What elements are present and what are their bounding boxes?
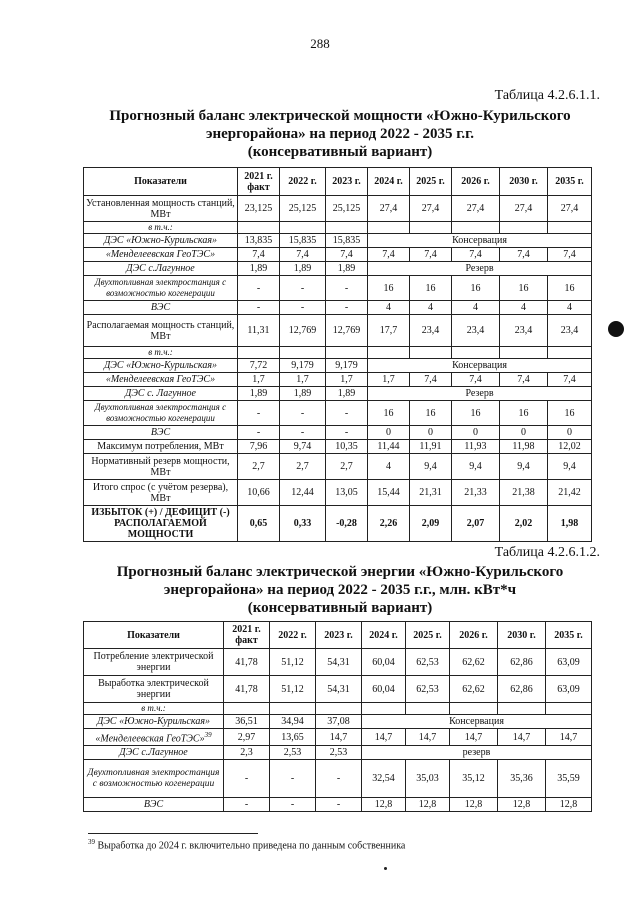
value-cell: 12,8 xyxy=(546,798,592,812)
merged-status-cell: резерв xyxy=(362,746,592,760)
value-cell: - xyxy=(326,401,368,426)
value-cell: 4 xyxy=(452,301,500,315)
value-cell: - xyxy=(280,276,326,301)
value-cell: 2,26 xyxy=(368,506,410,542)
empty-cell xyxy=(452,222,500,234)
value-cell: 17,7 xyxy=(368,315,410,347)
value-cell: - xyxy=(326,301,368,315)
empty-cell xyxy=(368,222,410,234)
value-cell: 7,4 xyxy=(326,248,368,262)
footnote-text: Выработка до 2024 г. включительно приведена по данным собственника xyxy=(97,840,406,852)
header-cell: 2024 г. xyxy=(362,622,406,649)
table-row xyxy=(84,347,592,359)
row-label: «Менделеевская ГеоТЭС» xyxy=(84,248,238,262)
value-cell: 16 xyxy=(410,401,452,426)
value-cell: 12,02 xyxy=(548,440,592,454)
empty-cell xyxy=(238,347,280,359)
footnote-ref: 39 xyxy=(204,731,212,739)
table-row xyxy=(84,676,592,703)
value-cell: 9,4 xyxy=(548,454,592,480)
table2-title-line: (консервативный вариант) xyxy=(247,600,433,616)
value-cell: 16 xyxy=(368,276,410,301)
value-cell: 16 xyxy=(548,401,592,426)
value-cell: 7,96 xyxy=(238,440,280,454)
table-row xyxy=(84,196,592,222)
value-cell: - xyxy=(270,798,316,812)
table-row xyxy=(84,301,592,315)
value-cell: 9,74 xyxy=(280,440,326,454)
empty-cell xyxy=(500,222,548,234)
value-cell: - xyxy=(316,798,362,812)
value-cell: 16 xyxy=(452,401,500,426)
value-cell: 4 xyxy=(368,454,410,480)
row-label: Располагаемая мощность станций, МВт xyxy=(84,315,238,347)
value-cell: 32,54 xyxy=(362,760,406,798)
row-label: «Менделеевская ГеоТЭС» xyxy=(84,373,238,387)
header-cell: 2021 г. факт xyxy=(238,168,280,196)
empty-cell xyxy=(452,347,500,359)
value-cell: 41,78 xyxy=(224,676,270,703)
value-cell: 1,7 xyxy=(368,373,410,387)
power-balance-table xyxy=(83,167,592,542)
empty-cell xyxy=(270,703,316,715)
value-cell: 2,3 xyxy=(224,746,270,760)
value-cell: 27,4 xyxy=(452,196,500,222)
value-cell: 1,89 xyxy=(326,262,368,276)
empty-cell xyxy=(548,347,592,359)
value-cell: 0 xyxy=(452,426,500,440)
header-cell: 2023 г. xyxy=(316,622,362,649)
value-cell: 7,4 xyxy=(368,248,410,262)
value-cell: 0 xyxy=(548,426,592,440)
value-cell: 15,44 xyxy=(368,480,410,506)
value-cell: 2,53 xyxy=(316,746,362,760)
value-cell: 9,179 xyxy=(326,359,368,373)
row-label: Двухтопливная электростанция с возможностью когенерации xyxy=(84,760,224,798)
table-row xyxy=(84,440,592,454)
value-cell: 13,835 xyxy=(238,234,280,248)
value-cell: 7,4 xyxy=(238,248,280,262)
value-cell: 12,44 xyxy=(280,480,326,506)
value-cell: 2,53 xyxy=(270,746,316,760)
row-label: ДЭС «Южно-Курильская» xyxy=(84,234,238,248)
value-cell: -0,28 xyxy=(326,506,368,542)
table-row xyxy=(84,506,592,542)
value-cell: 1,89 xyxy=(326,387,368,401)
value-cell: 1,98 xyxy=(548,506,592,542)
header-cell: 2023 г. xyxy=(326,168,368,196)
empty-cell xyxy=(500,347,548,359)
table-row xyxy=(84,426,592,440)
empty-cell xyxy=(316,703,362,715)
value-cell: 11,31 xyxy=(238,315,280,347)
row-label: ВЭС xyxy=(84,301,238,315)
table-row xyxy=(84,480,592,506)
table-row xyxy=(84,729,592,746)
table-row xyxy=(84,746,592,760)
value-cell: 2,02 xyxy=(500,506,548,542)
value-cell: 2,7 xyxy=(326,454,368,480)
row-label: Потребление электрической энергии xyxy=(84,649,224,676)
value-cell: 23,4 xyxy=(500,315,548,347)
value-cell: 14,7 xyxy=(498,729,546,746)
value-cell: 35,12 xyxy=(450,760,498,798)
value-cell: 41,78 xyxy=(224,649,270,676)
row-label: в т.ч.: xyxy=(84,347,238,359)
value-cell: 7,4 xyxy=(410,373,452,387)
empty-cell xyxy=(410,222,452,234)
value-cell: 1,7 xyxy=(280,373,326,387)
value-cell: 12,8 xyxy=(498,798,546,812)
empty-cell xyxy=(280,222,326,234)
value-cell: 15,835 xyxy=(280,234,326,248)
value-cell: 7,4 xyxy=(452,373,500,387)
value-cell: 10,35 xyxy=(326,440,368,454)
value-cell: 16 xyxy=(500,276,548,301)
table1-title-line: (консервативный вариант) xyxy=(247,144,433,160)
value-cell: 2,7 xyxy=(238,454,280,480)
value-cell: 7,4 xyxy=(500,373,548,387)
header-cell: 2035 г. xyxy=(548,168,592,196)
empty-cell xyxy=(238,222,280,234)
value-cell: 25,125 xyxy=(326,196,368,222)
value-cell: 7,4 xyxy=(500,248,548,262)
empty-cell xyxy=(326,347,368,359)
header-cell: 2022 г. xyxy=(280,168,326,196)
header-cell: 2030 г. xyxy=(498,622,546,649)
table1-caption: Таблица 4.2.6.1.1. xyxy=(494,88,600,103)
value-cell: 21,42 xyxy=(548,480,592,506)
table-row xyxy=(84,649,592,676)
table-row xyxy=(84,359,592,373)
value-cell: 27,4 xyxy=(548,196,592,222)
value-cell: 7,4 xyxy=(452,248,500,262)
value-cell: 14,7 xyxy=(546,729,592,746)
value-cell: 21,38 xyxy=(500,480,548,506)
header-cell: 2026 г. xyxy=(450,622,498,649)
page-number: 288 xyxy=(310,36,330,51)
value-cell: 13,05 xyxy=(326,480,368,506)
value-cell: 37,08 xyxy=(316,715,362,729)
value-cell: 0 xyxy=(368,426,410,440)
value-cell: 7,72 xyxy=(238,359,280,373)
energy-balance-table xyxy=(83,621,592,812)
table-row xyxy=(84,315,592,347)
table-row xyxy=(84,760,592,798)
value-cell: 27,4 xyxy=(500,196,548,222)
value-cell: 0,65 xyxy=(238,506,280,542)
value-cell: - xyxy=(224,798,270,812)
empty-cell xyxy=(326,222,368,234)
value-cell: - xyxy=(280,301,326,315)
value-cell: 63,09 xyxy=(546,676,592,703)
value-cell: 35,36 xyxy=(498,760,546,798)
value-cell: - xyxy=(280,401,326,426)
table-row xyxy=(84,222,592,234)
value-cell: 36,51 xyxy=(224,715,270,729)
row-label: ДЭС с.Лагунное xyxy=(84,262,238,276)
row-label-text: «Менделеевская ГеоТЭС» xyxy=(95,733,205,745)
value-cell: - xyxy=(280,426,326,440)
row-label: Двухтопливная электростанция с возможностью когенерации xyxy=(84,276,238,301)
table-row xyxy=(84,276,592,301)
row-label xyxy=(84,729,224,746)
row-label: Нормативный резерв мощности, МВт xyxy=(84,454,238,480)
row-label: ДЭС «Южно-Курильская» xyxy=(84,715,224,729)
value-cell: 12,8 xyxy=(450,798,498,812)
empty-cell xyxy=(406,703,450,715)
table-row xyxy=(84,373,592,387)
value-cell: - xyxy=(238,426,280,440)
table2-title-line: Прогнозный баланс электрической энергии «Южно-Курильского xyxy=(116,564,564,580)
row-label: ДЭС с.Лагунное xyxy=(84,746,224,760)
merged-status-cell: Консервация xyxy=(368,359,592,373)
value-cell: 9,179 xyxy=(280,359,326,373)
value-cell: 15,835 xyxy=(326,234,368,248)
value-cell: 23,125 xyxy=(238,196,280,222)
table-row xyxy=(84,703,592,715)
row-label: ДЭС с. Лагунное xyxy=(84,387,238,401)
row-label: ВЭС xyxy=(84,426,238,440)
value-cell: 0 xyxy=(500,426,548,440)
footnote xyxy=(88,838,405,851)
row-label: Итого спрос (с учётом резерва), МВт xyxy=(84,480,238,506)
value-cell: 34,94 xyxy=(270,715,316,729)
table-row xyxy=(84,715,592,729)
value-cell: - xyxy=(238,276,280,301)
value-cell: 7,4 xyxy=(410,248,452,262)
merged-status-cell: Резерв xyxy=(368,387,592,401)
value-cell: 2,07 xyxy=(452,506,500,542)
value-cell: 54,31 xyxy=(316,676,362,703)
value-cell: 35,03 xyxy=(406,760,450,798)
footnote-divider xyxy=(88,833,258,834)
value-cell: 7,4 xyxy=(548,248,592,262)
value-cell: 1,7 xyxy=(326,373,368,387)
table-row xyxy=(84,401,592,426)
empty-cell xyxy=(362,703,406,715)
empty-cell xyxy=(280,347,326,359)
value-cell: - xyxy=(238,301,280,315)
empty-cell xyxy=(224,703,270,715)
value-cell: 62,62 xyxy=(450,676,498,703)
merged-status-cell: Консервация xyxy=(368,234,592,248)
value-cell: 9,4 xyxy=(500,454,548,480)
row-label: ВЭС xyxy=(84,798,224,812)
value-cell: 14,7 xyxy=(362,729,406,746)
row-label: в т.ч.: xyxy=(84,703,224,715)
value-cell: 62,53 xyxy=(406,676,450,703)
table2-title-line: энергорайона» на период 2022 - 2035 г.г., млн. кВт*ч xyxy=(163,582,517,598)
value-cell: 60,04 xyxy=(362,676,406,703)
value-cell: 60,04 xyxy=(362,649,406,676)
row-label: Максимум потребления, МВт xyxy=(84,440,238,454)
value-cell: 54,31 xyxy=(316,649,362,676)
row-label: Двухтопливная электростанция с возможностью когенерации xyxy=(84,401,238,426)
value-cell: 16 xyxy=(368,401,410,426)
value-cell: - xyxy=(316,760,362,798)
empty-cell xyxy=(410,347,452,359)
table-header-row xyxy=(84,168,592,196)
value-cell: 1,7 xyxy=(238,373,280,387)
value-cell: 11,44 xyxy=(368,440,410,454)
empty-cell xyxy=(546,703,592,715)
value-cell: 16 xyxy=(500,401,548,426)
value-cell: 62,86 xyxy=(498,676,546,703)
small-dot-mark xyxy=(384,867,387,870)
value-cell: 9,4 xyxy=(410,454,452,480)
value-cell: 7,4 xyxy=(548,373,592,387)
value-cell: 27,4 xyxy=(368,196,410,222)
value-cell: 12,8 xyxy=(362,798,406,812)
header-cell: 2025 г. xyxy=(410,168,452,196)
value-cell: 2,09 xyxy=(410,506,452,542)
header-cell: 2030 г. xyxy=(500,168,548,196)
footnote-number: 39 xyxy=(88,838,95,846)
merged-status-cell: Резерв xyxy=(368,262,592,276)
table-row xyxy=(84,798,592,812)
empty-cell xyxy=(498,703,546,715)
header-cell: Показатели xyxy=(84,168,238,196)
value-cell: 4 xyxy=(410,301,452,315)
header-cell: Показатели xyxy=(84,622,224,649)
value-cell: 11,98 xyxy=(500,440,548,454)
value-cell: - xyxy=(326,426,368,440)
value-cell: 4 xyxy=(500,301,548,315)
table1-title-line: Прогнозный баланс электрической мощности «Южно-Курильского xyxy=(109,108,571,124)
table-header-row xyxy=(84,622,592,649)
table2-title xyxy=(80,563,600,617)
header-cell: 2035 г. xyxy=(546,622,592,649)
table2-caption: Таблица 4.2.6.1.2. xyxy=(494,545,600,560)
value-cell: 23,4 xyxy=(410,315,452,347)
value-cell: 13,65 xyxy=(270,729,316,746)
table-row xyxy=(84,234,592,248)
merged-status-cell: Консервация xyxy=(362,715,592,729)
row-label: Установленная мощность станций, МВт xyxy=(84,196,238,222)
value-cell: 11,93 xyxy=(452,440,500,454)
value-cell: 0,33 xyxy=(280,506,326,542)
value-cell: 23,4 xyxy=(548,315,592,347)
value-cell: 16 xyxy=(548,276,592,301)
value-cell: 7,4 xyxy=(280,248,326,262)
value-cell: 25,125 xyxy=(280,196,326,222)
value-cell: 1,89 xyxy=(280,387,326,401)
value-cell: 16 xyxy=(410,276,452,301)
value-cell: 4 xyxy=(548,301,592,315)
value-cell: 11,91 xyxy=(410,440,452,454)
value-cell: 16 xyxy=(452,276,500,301)
value-cell: 9,4 xyxy=(452,454,500,480)
table-row xyxy=(84,387,592,401)
value-cell: 14,7 xyxy=(450,729,498,746)
value-cell: - xyxy=(326,276,368,301)
value-cell: 63,09 xyxy=(546,649,592,676)
value-cell: 62,86 xyxy=(498,649,546,676)
value-cell: 51,12 xyxy=(270,649,316,676)
value-cell: 2,7 xyxy=(280,454,326,480)
empty-cell xyxy=(368,347,410,359)
value-cell: 12,8 xyxy=(406,798,450,812)
value-cell: 0 xyxy=(410,426,452,440)
value-cell: - xyxy=(224,760,270,798)
row-label: Выработка электрической энергии xyxy=(84,676,224,703)
empty-cell xyxy=(450,703,498,715)
header-cell: 2026 г. xyxy=(452,168,500,196)
value-cell: 1,89 xyxy=(238,262,280,276)
value-cell: - xyxy=(270,760,316,798)
value-cell: 1,89 xyxy=(238,387,280,401)
margin-mark xyxy=(608,321,624,337)
value-cell: 12,769 xyxy=(280,315,326,347)
value-cell: 27,4 xyxy=(410,196,452,222)
value-cell: 14,7 xyxy=(316,729,362,746)
value-cell: 10,66 xyxy=(238,480,280,506)
empty-cell xyxy=(548,222,592,234)
value-cell: 62,53 xyxy=(406,649,450,676)
header-cell: 2024 г. xyxy=(368,168,410,196)
value-cell: - xyxy=(238,401,280,426)
value-cell: 14,7 xyxy=(406,729,450,746)
row-label: ИЗБЫТОК (+) / ДЕФИЦИТ (-) РАСПОЛАГАЕМОЙ МОЩНОСТИ xyxy=(84,506,238,542)
table-row xyxy=(84,454,592,480)
value-cell: 21,33 xyxy=(452,480,500,506)
header-cell: 2022 г. xyxy=(270,622,316,649)
value-cell: 23,4 xyxy=(452,315,500,347)
table1-title xyxy=(80,107,600,161)
value-cell: 4 xyxy=(368,301,410,315)
header-cell: 2021 г. факт xyxy=(224,622,270,649)
row-label: в т.ч.: xyxy=(84,222,238,234)
value-cell: 35,59 xyxy=(546,760,592,798)
value-cell: 21,31 xyxy=(410,480,452,506)
value-cell: 62,62 xyxy=(450,649,498,676)
value-cell: 51,12 xyxy=(270,676,316,703)
row-label: ДЭС «Южно-Курильская» xyxy=(84,359,238,373)
value-cell: 2,97 xyxy=(224,729,270,746)
value-cell: 1,89 xyxy=(280,262,326,276)
table-row xyxy=(84,248,592,262)
header-cell: 2025 г. xyxy=(406,622,450,649)
table1-title-line: энергорайона» на период 2022 - 2035 г.г. xyxy=(205,126,474,142)
table-row xyxy=(84,262,592,276)
value-cell: 12,769 xyxy=(326,315,368,347)
